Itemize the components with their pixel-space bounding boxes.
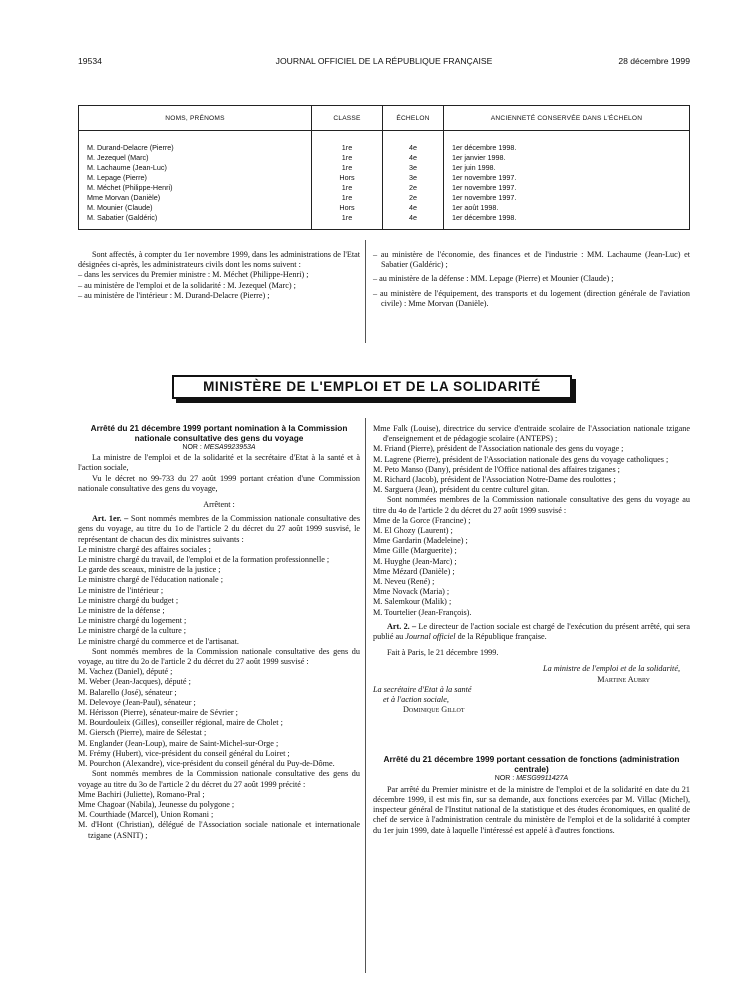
affectation-item: – au ministère de l'emploi et de la solidarité : M. Jezequel (Marc) ;	[78, 280, 296, 290]
table-row	[79, 153, 690, 163]
arrete-left-column	[78, 424, 360, 841]
list-item: Le ministre chargé du travail, de l'emploi et de la formation professionnelle ;	[78, 555, 330, 565]
article-2: Art. 2. – Le directeur de l'action sociale est chargé de l'exécution du présent arrêté, qui sera publié au Journal officiel de la République française.	[373, 621, 690, 642]
ministres-list	[78, 545, 360, 647]
list-item: M. Pourchon (Alexandre), vice-président du conseil général du Puy-de-Dôme.	[78, 759, 335, 769]
cell-classe: 1re	[312, 193, 383, 203]
affectation-item: – au ministère de l'équipement, des transports et du logement (direction générale de l'aviation civile) : Mme Morvan (Danièle).	[373, 288, 690, 308]
list-item: M. Peto Manso (Dany), président de l'Office national des affaires tziganes ;	[373, 464, 620, 474]
cell-name: M. Sabatier (Galdéric)	[79, 213, 312, 230]
cell-anciennete: 1er décembre 1998.	[444, 131, 690, 154]
list-item: Mme Mézard (Danièle) ;	[373, 566, 455, 576]
table-row	[79, 131, 690, 154]
article-1: Art. 1er. – Sont nommés membres de la Commission nationale consultative des gens du voyage, au titre du 1o de l'article 2 du décret du 27 août 1999 susvisé, le représentant de chacun des dix ministres suivants :	[78, 514, 361, 544]
table-row	[79, 203, 690, 213]
cell-anciennete: 1er juin 1998.	[444, 163, 690, 173]
cell-name: M. Mounier (Claude)	[79, 203, 312, 213]
list-item: M. Lagrene (Pierre), président de l'Association nationale des gens du voyage catholiques ;	[373, 454, 669, 464]
cell-anciennete: 1er novembre 1997.	[444, 173, 690, 183]
arrete-title: Arrêté du 21 décembre 1999 portant nomination à la Commission nationale consultative des gens du voyage	[90, 423, 348, 443]
list-item: M. Courthiade (Marcel), Union Romani ;	[78, 810, 214, 820]
cell-name: M. Jezequel (Marc)	[79, 153, 312, 163]
table-row	[79, 183, 690, 193]
list-item: Mme Falk (Louise), directrice du service d'entraide scolaire de l'Association nationale tzigane d'enseignement et de pédagogie scolaire (ANTEPS) ;	[373, 424, 690, 444]
list-item: Le ministre chargé des affaires sociales ;	[78, 544, 211, 554]
affectes-intro: Sont affectés, à compter du 1er novembre 1999, dans les administrations de l'Etat désignées ci-après, les administrateurs civils dont les noms suivent :	[78, 250, 360, 270]
col-header-echelon: ÉCHELON	[383, 106, 444, 131]
list-item: M. d'Hont (Christian), délégué de l'Association sociale nationale et internationale tzigane (ASNIT) ;	[78, 820, 360, 840]
arretent: Arrêtent :	[203, 500, 235, 510]
preamble: La ministre de l'emploi et de la solidarité et la secrétaire d'Etat à la santé et à l'action sociale,	[78, 453, 360, 473]
cell-classe: 1re	[312, 183, 383, 193]
table-body	[79, 131, 690, 230]
affectation-item: – au ministère de l'économie, des finances et de l'industrie : MM. Lachaume (Jean-Luc) et Sabatier (Galdéric) ;	[373, 250, 690, 270]
table-row	[79, 193, 690, 203]
list-item: Le ministre chargé du budget ;	[78, 595, 179, 605]
nor-reference: NOR : MESG9911427A	[494, 775, 569, 783]
list-item: Mme Gille (Marguerite) ;	[373, 546, 457, 556]
visa: Vu le décret no 99-733 du 27 août 1999 portant création d'une Commission nationale consultative des gens du voyage,	[78, 473, 360, 493]
column-rule	[365, 240, 366, 343]
list-item: M. Hérisson (Pierre), sénateur-maire de Sévrier ;	[78, 708, 238, 718]
affectes-left-column	[78, 250, 360, 301]
table-row	[79, 173, 690, 183]
signature-name: Martine Aubry	[597, 674, 650, 684]
cell-classe: 1re	[312, 163, 383, 173]
affectation-item: – au ministère de l'intérieur : M. Durand-Delacre (Pierre) ;	[78, 290, 270, 300]
cell-classe: Hors	[312, 203, 383, 213]
list-item: M. Frémy (Hubert), vice-président du conseil général du Loiret ;	[78, 748, 290, 758]
cell-name: M. Méchet (Philippe-Henri)	[79, 183, 312, 193]
list-item: M. Englander (Jean-Loup), maire de Saint-Michel-sur-Orge ;	[78, 738, 279, 748]
list-item: M. Weber (Jean-Jacques), député ;	[78, 677, 191, 687]
cell-anciennete: 1er août 1998.	[444, 203, 690, 213]
qualif-intro: Sont nommées membres de la Commission nationale consultative des gens du voyage au titre du 4o de l'article 2 du décret du 27 août 1999 susvisé :	[373, 495, 690, 515]
col-header-classe: CLASSE	[312, 106, 383, 131]
qualif-list	[373, 516, 690, 618]
table-row	[79, 163, 690, 173]
list-item: M. Bourdouleix (Gilles), conseiller régional, maire de Cholet ;	[78, 718, 283, 728]
list-item: M. Neveu (René) ;	[373, 577, 435, 587]
col-header-anciennete: ANCIENNETÉ CONSERVÉE DANS L'ÉCHELON	[444, 106, 690, 131]
list-item: Le ministre chargé de la culture ;	[78, 626, 187, 636]
affectes-right-column	[373, 250, 690, 309]
list-item: Mme Chagoar (Nabila), Jeunesse du polygone ;	[78, 799, 235, 809]
arrete-title: Arrêté du 21 décembre 1999 portant cessation de fonctions (administration centrale)	[383, 754, 680, 774]
cell-anciennete: 1er janvier 1998.	[444, 153, 690, 163]
cell-classe: 1re	[312, 153, 383, 163]
column-rule	[365, 418, 366, 973]
cell-classe: 1re	[312, 213, 383, 230]
list-item: Mme Bachiri (Juliette), Romano-Pral ;	[78, 789, 205, 799]
arrete-body: Par arrêté du Premier ministre et de la ministre de l'emploi et de la solidarité en date du 21 décembre 1999, il est mis fin, sur sa demande, aux fonctions exercées par M. Villac (Michel), inspecteur général de l'Institut national de la statistique et des études économiques, en qualité de chef de service à l'administration centrale du ministère de l'emploi et de la solidarité à compter du 1er juin 1999, date à laquelle l'intéressé est appelé à d'autres fonctions.	[373, 784, 690, 835]
col-header-names: NOMS, PRÉNOMS	[79, 106, 312, 131]
list-item: M. Tourtelier (Jean-François).	[373, 607, 472, 617]
arrete-right-column	[373, 424, 690, 836]
list-item: Le ministre de l'intérieur ;	[78, 585, 164, 595]
nor-reference: NOR : MESA9923953A	[182, 444, 256, 451]
list-item: Le garde des sceaux, ministre de la justice ;	[78, 565, 221, 575]
cell-echelon: 4e	[383, 213, 444, 230]
journal-title: JOURNAL OFFICIEL DE LA RÉPUBLIQUE FRANÇAISE	[275, 56, 493, 66]
list-item: M. Giersch (Pierre), maire de Sélestat ;	[78, 728, 207, 738]
elus-list	[78, 667, 360, 769]
signature-name: Dominique Gillot	[403, 705, 465, 715]
list-item: M. Sarguera (Jean), président du centre culturel gitan.	[373, 485, 550, 495]
cell-echelon: 4e	[383, 131, 444, 154]
list-item: M. Friand (Pierre), président de l'Association nationale des gens du voyage ;	[373, 444, 624, 454]
issue-date: 28 décembre 1999	[618, 56, 690, 66]
table-row	[79, 213, 690, 230]
list-item: M. Salemkour (Malik) ;	[373, 597, 452, 607]
cell-name: Mme Morvan (Danièle)	[79, 193, 312, 203]
list-item: Mme Gardarin (Madeleine) ;	[373, 536, 468, 546]
signature-role: La ministre de l'emploi et de la solidarité,	[543, 664, 680, 674]
cell-classe: Hors	[312, 173, 383, 183]
page-number: 19534	[78, 56, 102, 66]
signature-role: La secrétaire d'Etat à la santé	[373, 684, 472, 694]
cell-anciennete: 1er novembre 1997.	[444, 193, 690, 203]
assoc-list-continued	[373, 424, 690, 495]
list-item: Le ministre chargé du logement ;	[78, 616, 187, 626]
administrators-table	[78, 105, 690, 230]
cell-name: M. Lachaume (Jean-Luc)	[79, 163, 312, 173]
list-item: Mme de la Gorce (Francine) ;	[373, 515, 471, 525]
affectation-item: – au ministère de la défense : MM. Lepage (Pierre) et Mounier (Claude) ;	[373, 274, 614, 284]
assoc-intro: Sont nommés membres de la Commission nationale consultative des gens du voyage au titre du 3o de l'article 2 du décret du 27 août 1999 précité :	[78, 769, 360, 789]
cell-anciennete: 1er décembre 1998.	[444, 213, 690, 230]
affectation-item: – dans les services du Premier ministre : M. Méchet (Philippe-Henri) ;	[78, 270, 309, 280]
list-item: Le ministre chargé du commerce et de l'artisanat.	[78, 636, 239, 646]
cell-echelon: 3e	[383, 173, 444, 183]
cell-name: M. Lepage (Pierre)	[79, 173, 312, 183]
list-item: M. Huyghe (Jean-Marc) ;	[373, 556, 457, 566]
cell-echelon: 2e	[383, 183, 444, 193]
list-item: M. Delevoye (Jean-Paul), sénateur ;	[78, 697, 196, 707]
cell-echelon: 4e	[383, 203, 444, 213]
list-item: Le ministre chargé de l'éducation nationale ;	[78, 575, 224, 585]
list-item: M. Balarello (José), sénateur ;	[78, 687, 177, 697]
list-item: Le ministre de la défense ;	[78, 606, 165, 616]
cell-echelon: 2e	[383, 193, 444, 203]
cell-anciennete: 1er novembre 1997.	[444, 183, 690, 193]
elus-intro: Sont nommés membres de la Commission nationale consultative des gens du voyage, au titre du 2o de l'article 2 du décret du 27 août 1999 susvisé :	[78, 646, 360, 667]
assoc-list	[78, 790, 360, 841]
list-item: M. El Ghozy (Laurent) ;	[373, 526, 453, 536]
list-item: Mme Novack (Maria) ;	[373, 587, 450, 597]
signature-role: et à l'action sociale,	[383, 695, 449, 705]
fait-a-paris: Fait à Paris, le 21 décembre 1999.	[387, 648, 499, 658]
cell-classe: 1re	[312, 131, 383, 154]
ministry-banner: MINISTÈRE DE L'EMPLOI ET DE LA SOLIDARITÉ	[172, 375, 572, 399]
cell-name: M. Durand-Delacre (Pierre)	[79, 131, 312, 154]
cell-echelon: 3e	[383, 163, 444, 173]
list-item: M. Richard (Jacob), président de l'Association Notre-Dame des roulottes ;	[373, 475, 616, 485]
cell-echelon: 4e	[383, 153, 444, 163]
list-item: M. Vachez (Daniel), député ;	[78, 667, 173, 677]
